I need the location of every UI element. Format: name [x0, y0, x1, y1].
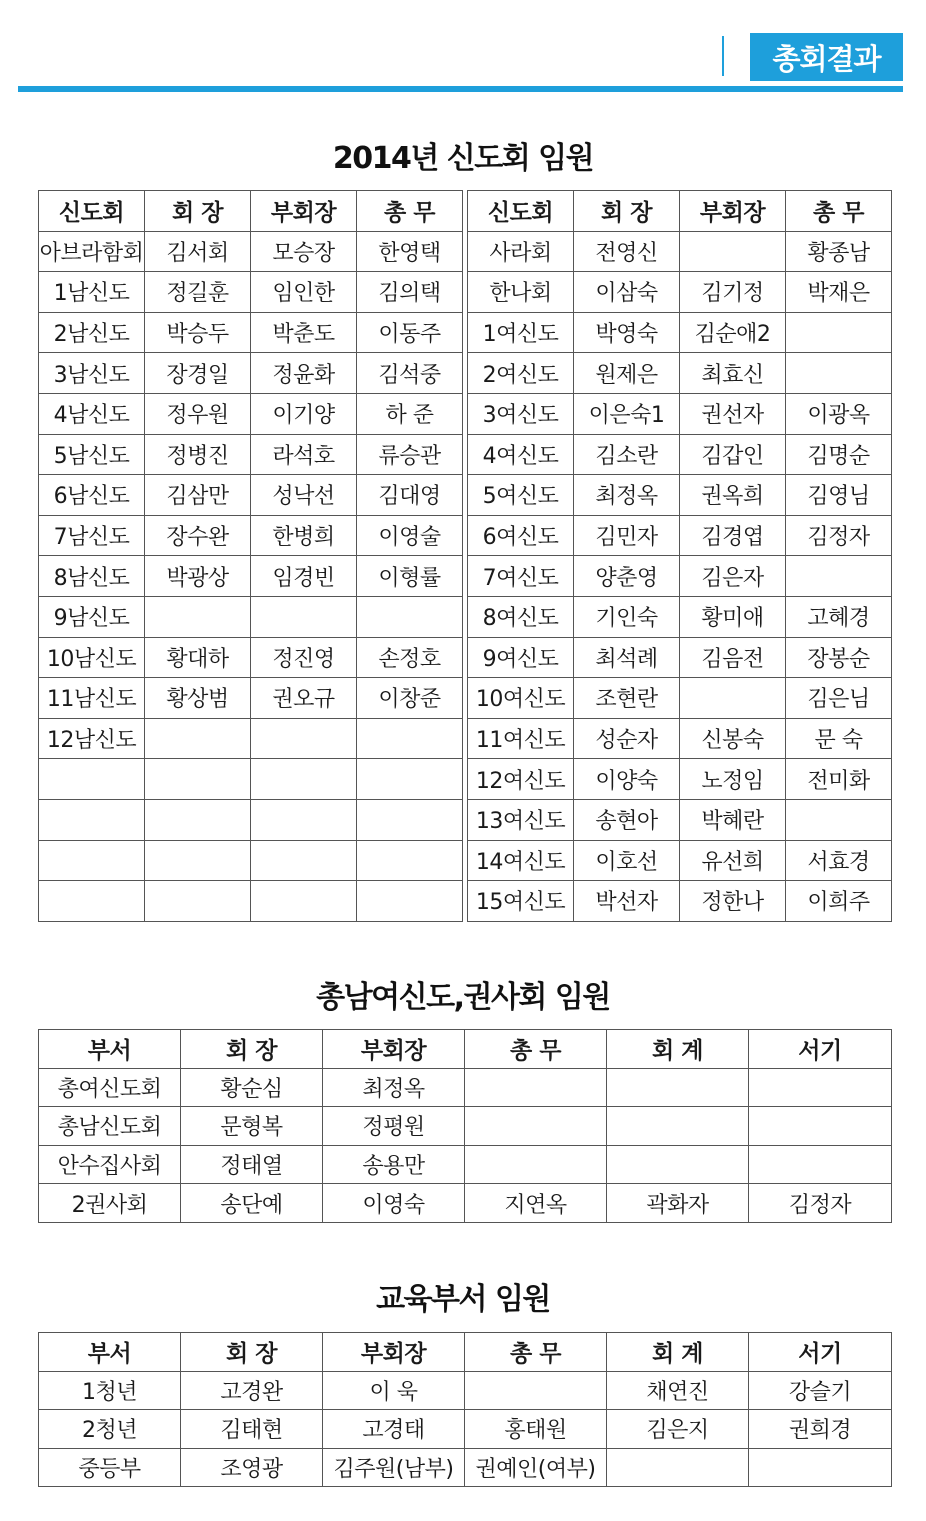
group-name-cell: 중등부: [39, 1448, 181, 1487]
table-row: [39, 1410, 892, 1449]
group-name-cell: 5남신도: [39, 434, 145, 475]
table-row: [468, 353, 892, 394]
table-row: [468, 272, 892, 313]
table-row: [39, 1448, 892, 1487]
officer-name-cell: 고경태: [323, 1410, 465, 1449]
officer-name-cell: 정길훈: [145, 272, 251, 313]
table-row: [39, 840, 463, 881]
group-name-cell: [39, 881, 145, 922]
officer-name-cell: [465, 1068, 607, 1107]
table-row: [468, 799, 892, 840]
left-officers-table: [38, 190, 463, 922]
officer-name-cell: 김석중: [357, 353, 463, 394]
column-header: 신도회: [39, 191, 145, 232]
table-row: [468, 231, 892, 272]
group-name-cell: 8여신도: [468, 596, 574, 637]
officer-name-cell: 박혜란: [680, 799, 786, 840]
officer-name-cell: 이광옥: [786, 393, 892, 434]
officer-name-cell: 손정호: [357, 637, 463, 678]
officer-name-cell: [251, 799, 357, 840]
table-row: [39, 1107, 892, 1146]
officer-name-cell: 송단예: [181, 1184, 323, 1223]
officer-name-cell: 김대영: [357, 475, 463, 516]
officer-name-cell: [251, 881, 357, 922]
officer-name-cell: [145, 596, 251, 637]
officer-name-cell: 강슬기: [749, 1371, 892, 1410]
officer-name-cell: [251, 596, 357, 637]
column-header: 부회장: [323, 1030, 465, 1069]
officer-name-cell: 황미애: [680, 596, 786, 637]
group-name-cell: 3남신도: [39, 353, 145, 394]
officer-name-cell: [465, 1145, 607, 1184]
officer-name-cell: [680, 231, 786, 272]
officer-name-cell: 전미화: [786, 759, 892, 800]
group-name-cell: 9여신도: [468, 637, 574, 678]
officer-name-cell: [357, 799, 463, 840]
officer-name-cell: 김소란: [574, 434, 680, 475]
table-row: [39, 556, 463, 597]
officer-name-cell: 김음전: [680, 637, 786, 678]
officer-name-cell: 고경완: [181, 1371, 323, 1410]
table-row: [468, 840, 892, 881]
officer-name-cell: [251, 759, 357, 800]
table-row: [468, 718, 892, 759]
officer-name-cell: 김정자: [786, 515, 892, 556]
column-header: 회 계: [607, 1030, 749, 1069]
group-name-cell: 1여신도: [468, 312, 574, 353]
officer-name-cell: 모승장: [251, 231, 357, 272]
group-name-cell: 2권사회: [39, 1184, 181, 1223]
officer-name-cell: [251, 718, 357, 759]
group-name-cell: 10여신도: [468, 678, 574, 719]
table-row: [39, 1145, 892, 1184]
officer-name-cell: 김은님: [786, 678, 892, 719]
officer-name-cell: [786, 353, 892, 394]
group-name-cell: 총여신도회: [39, 1068, 181, 1107]
officer-name-cell: 김은자: [680, 556, 786, 597]
column-header: 부회장: [680, 191, 786, 232]
column-header: 신도회: [468, 191, 574, 232]
officer-name-cell: [680, 678, 786, 719]
officer-name-cell: [786, 312, 892, 353]
officer-name-cell: 홍태원: [465, 1410, 607, 1449]
group-name-cell: 6여신도: [468, 515, 574, 556]
column-header: 회 장: [145, 191, 251, 232]
officer-name-cell: 김명순: [786, 434, 892, 475]
officer-name-cell: 황종남: [786, 231, 892, 272]
officer-name-cell: 최정옥: [574, 475, 680, 516]
header-row: [39, 1030, 892, 1069]
group-name-cell: 9남신도: [39, 596, 145, 637]
officer-name-cell: 권옥희: [680, 475, 786, 516]
header-rule: [18, 86, 903, 92]
officer-name-cell: 이동주: [357, 312, 463, 353]
table-row: [39, 596, 463, 637]
officer-name-cell: 김태현: [181, 1410, 323, 1449]
officer-name-cell: 이삼숙: [574, 272, 680, 313]
group-name-cell: 2남신도: [39, 312, 145, 353]
column-header: 부회장: [251, 191, 357, 232]
officer-name-cell: 이기양: [251, 393, 357, 434]
right-officers-table: [467, 190, 892, 922]
group-name-cell: 2청년: [39, 1410, 181, 1449]
column-header: 총 무: [465, 1030, 607, 1069]
table-row: [468, 515, 892, 556]
officer-name-cell: 송현아: [574, 799, 680, 840]
group-name-cell: 4남신도: [39, 393, 145, 434]
group-name-cell: 12여신도: [468, 759, 574, 800]
officer-name-cell: 류승관: [357, 434, 463, 475]
group-name-cell: 14여신도: [468, 840, 574, 881]
column-header: 회 계: [607, 1333, 749, 1372]
column-header: 총 무: [465, 1333, 607, 1372]
group-name-cell: 11여신도: [468, 718, 574, 759]
officer-name-cell: [607, 1068, 749, 1107]
officer-name-cell: 정병진: [145, 434, 251, 475]
officer-name-cell: 김기정: [680, 272, 786, 313]
group-name-cell: 1남신도: [39, 272, 145, 313]
officer-name-cell: 지연옥: [465, 1184, 607, 1223]
officer-name-cell: 기인숙: [574, 596, 680, 637]
officer-name-cell: 한병희: [251, 515, 357, 556]
group-name-cell: [39, 799, 145, 840]
table-row: [39, 718, 463, 759]
officer-name-cell: [749, 1448, 892, 1487]
officer-name-cell: 이희주: [786, 881, 892, 922]
header-divider: [722, 36, 724, 76]
group-name-cell: 11남신도: [39, 678, 145, 719]
officer-name-cell: 정진영: [251, 637, 357, 678]
officer-name-cell: 박재은: [786, 272, 892, 313]
table-row: [39, 1184, 892, 1223]
officer-name-cell: 황대하: [145, 637, 251, 678]
officer-name-cell: 정평원: [323, 1107, 465, 1146]
officer-name-cell: 양춘영: [574, 556, 680, 597]
table-row: [39, 1068, 892, 1107]
officer-name-cell: [145, 840, 251, 881]
officer-name-cell: 신봉숙: [680, 718, 786, 759]
officer-name-cell: 이영숙: [323, 1184, 465, 1223]
officer-name-cell: [749, 1068, 892, 1107]
officer-name-cell: 장경일: [145, 353, 251, 394]
officer-name-cell: [357, 759, 463, 800]
column-header: 회 장: [181, 1333, 323, 1372]
officer-name-cell: [786, 556, 892, 597]
officer-name-cell: 김경엽: [680, 515, 786, 556]
officer-name-cell: 이 욱: [323, 1371, 465, 1410]
officer-name-cell: 황순심: [181, 1068, 323, 1107]
officer-name-cell: 김순애2: [680, 312, 786, 353]
officer-name-cell: 정우원: [145, 393, 251, 434]
officer-name-cell: [607, 1448, 749, 1487]
section-badge: 총회결과: [750, 33, 903, 81]
header-row: [39, 191, 463, 232]
officer-name-cell: 임인한: [251, 272, 357, 313]
officer-name-cell: 김갑인: [680, 434, 786, 475]
group-name-cell: 12남신도: [39, 718, 145, 759]
table-row: [468, 637, 892, 678]
group-name-cell: 2여신도: [468, 353, 574, 394]
table-row: [468, 596, 892, 637]
officer-name-cell: 권예인(여부): [465, 1448, 607, 1487]
table-row: [39, 1371, 892, 1410]
group-name-cell: 4여신도: [468, 434, 574, 475]
officer-name-cell: 이은숙1: [574, 393, 680, 434]
group-name-cell: 사라회: [468, 231, 574, 272]
officer-name-cell: 하 준: [357, 393, 463, 434]
officer-name-cell: 박승두: [145, 312, 251, 353]
officer-name-cell: 유선희: [680, 840, 786, 881]
officer-name-cell: [465, 1107, 607, 1146]
officer-name-cell: [465, 1371, 607, 1410]
group-name-cell: 한나회: [468, 272, 574, 313]
officer-name-cell: 전영신: [574, 231, 680, 272]
officer-name-cell: [145, 881, 251, 922]
officer-name-cell: 한영택: [357, 231, 463, 272]
officer-name-cell: 정윤화: [251, 353, 357, 394]
officer-name-cell: 라석호: [251, 434, 357, 475]
officer-name-cell: 정태열: [181, 1145, 323, 1184]
group-name-cell: 10남신도: [39, 637, 145, 678]
table-row: [39, 312, 463, 353]
table-row: [39, 678, 463, 719]
officer-name-cell: 박춘도: [251, 312, 357, 353]
officer-name-cell: [357, 596, 463, 637]
table-row: [39, 881, 463, 922]
officer-name-cell: [357, 840, 463, 881]
officer-name-cell: 서효경: [786, 840, 892, 881]
column-header: 부서: [39, 1030, 181, 1069]
officer-name-cell: 곽화자: [607, 1184, 749, 1223]
officer-name-cell: 고혜경: [786, 596, 892, 637]
table-row: [39, 475, 463, 516]
table-row: [39, 353, 463, 394]
column-header: 부회장: [323, 1333, 465, 1372]
group-name-cell: [39, 759, 145, 800]
column-header: 회 장: [574, 191, 680, 232]
officer-name-cell: 김주원(남부): [323, 1448, 465, 1487]
group-name-cell: 8남신도: [39, 556, 145, 597]
education-title: 교육부서 임원: [376, 1282, 550, 1317]
officer-name-cell: 박영숙: [574, 312, 680, 353]
group-name-cell: [39, 840, 145, 881]
officer-name-cell: 김삼만: [145, 475, 251, 516]
officer-name-cell: 최효신: [680, 353, 786, 394]
column-header: 서기: [749, 1333, 892, 1372]
officer-name-cell: 박선자: [574, 881, 680, 922]
officer-name-cell: 이양숙: [574, 759, 680, 800]
officer-name-cell: [145, 759, 251, 800]
group-name-cell: 7남신도: [39, 515, 145, 556]
officer-name-cell: 노정임: [680, 759, 786, 800]
officer-name-cell: [749, 1145, 892, 1184]
table-row: [39, 799, 463, 840]
officer-name-cell: 황상범: [145, 678, 251, 719]
table-row: [468, 393, 892, 434]
officer-name-cell: 성순자: [574, 718, 680, 759]
officer-name-cell: [145, 718, 251, 759]
column-header: 회 장: [181, 1030, 323, 1069]
general-officers-table: [38, 1029, 892, 1223]
officer-name-cell: 박광상: [145, 556, 251, 597]
table-row: [39, 231, 463, 272]
officer-name-cell: [607, 1145, 749, 1184]
officer-name-cell: 이창준: [357, 678, 463, 719]
officer-name-cell: 김민자: [574, 515, 680, 556]
officer-name-cell: 문 숙: [786, 718, 892, 759]
officer-name-cell: 김은지: [607, 1410, 749, 1449]
table-row: [468, 759, 892, 800]
header-row: [39, 1333, 892, 1372]
officer-name-cell: 송용만: [323, 1145, 465, 1184]
officer-name-cell: 최정옥: [323, 1068, 465, 1107]
officer-name-cell: [357, 881, 463, 922]
officer-name-cell: 원제은: [574, 353, 680, 394]
table-row: [39, 434, 463, 475]
officer-name-cell: 김영님: [786, 475, 892, 516]
table-row: [39, 637, 463, 678]
officer-name-cell: [357, 718, 463, 759]
group-name-cell: 13여신도: [468, 799, 574, 840]
table-row: [468, 475, 892, 516]
officer-name-cell: 이호선: [574, 840, 680, 881]
group-name-cell: 7여신도: [468, 556, 574, 597]
group-name-cell: 총남신도회: [39, 1107, 181, 1146]
table-row: [39, 393, 463, 434]
education-officers-table: [38, 1332, 892, 1487]
officer-name-cell: 장수완: [145, 515, 251, 556]
officer-name-cell: 권희경: [749, 1410, 892, 1449]
group-name-cell: 아브라함회: [39, 231, 145, 272]
officer-name-cell: 권오규: [251, 678, 357, 719]
table-row: [39, 272, 463, 313]
table-row: [39, 515, 463, 556]
officer-name-cell: 조영광: [181, 1448, 323, 1487]
group-name-cell: 3여신도: [468, 393, 574, 434]
group-name-cell: 15여신도: [468, 881, 574, 922]
table-row: [468, 881, 892, 922]
table-row: [468, 434, 892, 475]
officer-name-cell: 문형복: [181, 1107, 323, 1146]
officer-name-cell: 김정자: [749, 1184, 892, 1223]
table-row: [468, 678, 892, 719]
officer-name-cell: 김서회: [145, 231, 251, 272]
group-name-cell: 5여신도: [468, 475, 574, 516]
header-row: [468, 191, 892, 232]
officer-name-cell: 이형률: [357, 556, 463, 597]
officer-name-cell: 채연진: [607, 1371, 749, 1410]
officer-name-cell: 임경빈: [251, 556, 357, 597]
table-row: [468, 312, 892, 353]
officer-name-cell: 성낙선: [251, 475, 357, 516]
table-row: [39, 759, 463, 800]
officer-name-cell: 권선자: [680, 393, 786, 434]
officer-name-cell: [145, 799, 251, 840]
column-header: 총 무: [357, 191, 463, 232]
group-name-cell: 1청년: [39, 1371, 181, 1410]
officer-name-cell: 이영술: [357, 515, 463, 556]
group-name-cell: 안수집사회: [39, 1145, 181, 1184]
officer-name-cell: [251, 840, 357, 881]
group-name-cell: 6남신도: [39, 475, 145, 516]
officer-name-cell: 김의택: [357, 272, 463, 313]
officer-name-cell: 최석례: [574, 637, 680, 678]
table-row: [468, 556, 892, 597]
officer-name-cell: 장봉순: [786, 637, 892, 678]
column-header: 서기: [749, 1030, 892, 1069]
officer-name-cell: [749, 1107, 892, 1146]
officers-title: 2014년 신도회 임원: [332, 141, 594, 176]
officer-name-cell: 정한나: [680, 881, 786, 922]
officer-name-cell: [786, 799, 892, 840]
officer-name-cell: 조현란: [574, 678, 680, 719]
column-header: 총 무: [786, 191, 892, 232]
officer-name-cell: [607, 1107, 749, 1146]
column-header: 부서: [39, 1333, 181, 1372]
general-title: 총남여신도,권사회 임원: [316, 980, 610, 1015]
